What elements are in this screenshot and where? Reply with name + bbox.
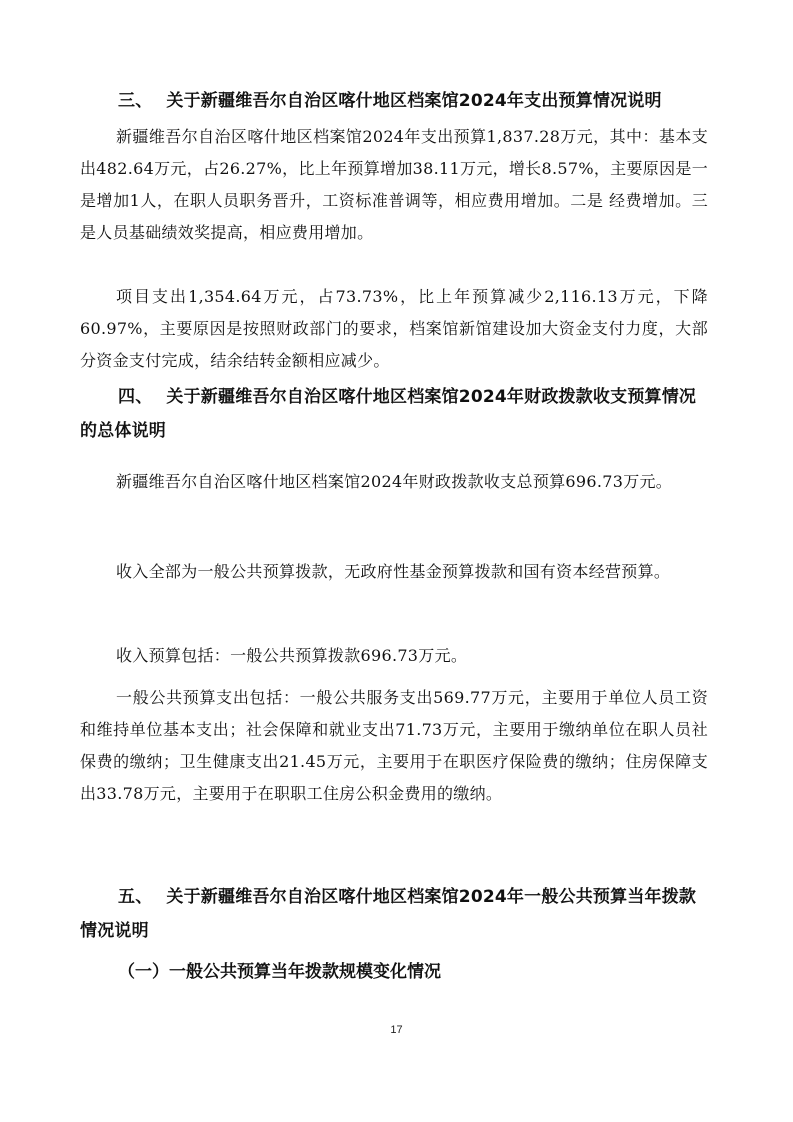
section-5-heading	[80, 880, 708, 948]
section-4-paragraph-2: 收入全部为一般公共预算拨款，无政府性基金预算拨款和国有资本经营预算。	[116, 562, 671, 581]
section-4-number: 四、	[118, 387, 153, 407]
section-3-paragraph-1: 新疆维吾尔自治区喀什地区档案馆2024年支出预算1,837.28万元，其中：基本支出482.64万元，占26.27%，比上年预算增加38.11万元，增长8.57%，主要原因是一是增加1人，在职人员职务晋升，工资标准普调等，相应费用增加。二是 经费增加。三是人员基础绩效奖提高，相应费用增加。	[80, 127, 708, 242]
section-4-paragraph-4: 一般公共预算支出包括：一般公共服务支出569.77万元，主要用于单位人员工资和维持单位基本支出；社会保障和就业支出71.73万元，主要用于缴纳单位在职人员社保费的缴纳；卫生健康支出21.45万元，主要用于在职医疗保险费的缴纳；住房保障支出33.78万元，主要用于在职职工住房公积金费用的缴纳。	[80, 688, 708, 803]
section-5-number: 五、	[118, 887, 153, 907]
section-5-subheading-1: （一）一般公共预算当年拨款规模变化情况	[118, 962, 441, 982]
section-4-paragraph-1: 新疆维吾尔自治区喀什地区档案馆2024年财政拨款收支总预算696.73万元。	[116, 472, 673, 491]
section-3-title: 关于新疆维吾尔自治区喀什地区档案馆2024年支出预算情况说明	[166, 91, 662, 111]
section-3-number: 三、	[118, 91, 153, 111]
section-3-paragraph-2: 项目支出1,354.64万元，占73.73%，比上年预算减少2,116.13万元，下降60.97%，主要原因是按照财政部门的要求，档案馆新馆建设加大资金支付力度，大部分资金支付完成，结余结转金额相应减少。	[80, 287, 708, 370]
section-4-heading	[80, 380, 708, 448]
section-4-title: 关于新疆维吾尔自治区喀什地区档案馆2024年财政拨款收支预算情况的总体说明	[80, 387, 697, 441]
page-number: 17	[390, 1024, 403, 1036]
section-3-heading	[118, 84, 718, 118]
section-4-paragraph-3: 收入预算包括：一般公共预算拨款696.73万元。	[116, 646, 468, 665]
section-5-title: 关于新疆维吾尔自治区喀什地区档案馆2024年一般公共预算当年拨款情况说明	[80, 887, 697, 941]
